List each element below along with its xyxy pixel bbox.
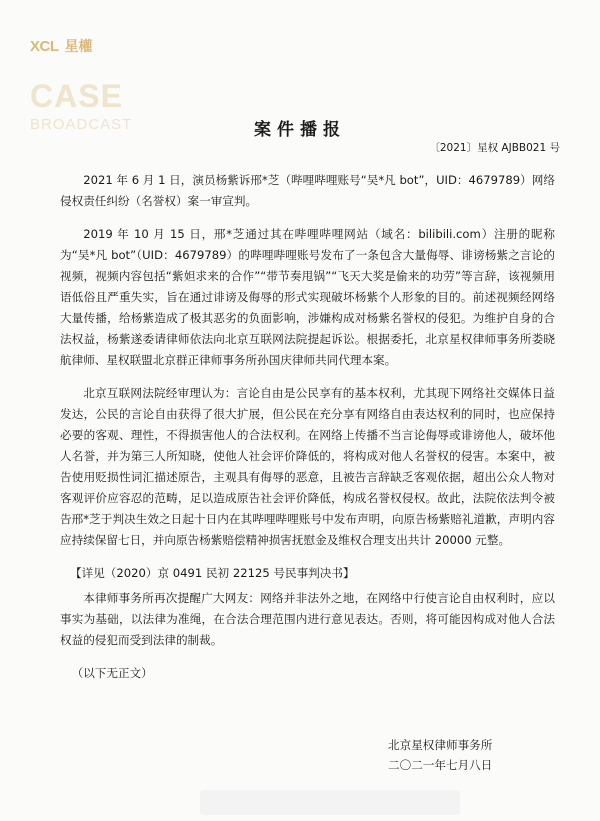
- signature-block: [388, 735, 492, 775]
- company-logo: [30, 36, 93, 56]
- paragraph-intro: 2021 年 6 月 1 日，演员杨紫诉邢*芝（哔哩哔哩账号“吴*凡 bot”，UID：4679789）网络侵权责任纠纷（名誉权）案一审宣判。: [60, 173, 555, 208]
- document-body: [60, 170, 555, 696]
- end-of-text: （以下无正文）: [71, 666, 153, 680]
- paragraph-facts: 2019 年 10 月 15 日，邢*芝通过其在哔哩哔哩网站（域名：bilibili.com）注册的昵称为“吴*凡 bot”（UID：4679789）的哔哩哔哩账号发布了一条包含大量侮辱、诽谤杨紫之言论的视频，视频内容包括“紫妲求来的合作”“带节奏甩锅”“飞天大奖是偷来的功劳”等言辞，该视频用语低俗且严重失实，旨在通过诽谤及侮辱的形式实现破坏杨紫个人形象的目的。前述视频经网络大量传播，给杨紫造成了极其恶劣的负面影响，涉嫌构成对杨紫名誉权的侵犯。为维护自身的合法权益，杨紫遂委请律师依法向北京互联网法院提起诉讼。根据委托，北京星权律师事务所娄晓航律师、星权联盟北京群正律师事务所孙国庆律师共同代理本案。: [60, 227, 555, 367]
- signature-date: 二〇二一年七月八日: [388, 758, 493, 772]
- logo-mark: XCL: [30, 37, 59, 55]
- bottom-shadow: [200, 790, 460, 815]
- watermark-case: CASE: [30, 78, 123, 114]
- judgment-reference: 【详见（2020）京 0491 民初 22125 号民事判决书】: [70, 566, 355, 580]
- paragraph-judgment: 北京互联网法院经审理认为：言论自由是公民享有的基本权利，尤其现下网络社交媒体日益发达，公民的言论自由获得了很大扩展，但公民在充分享有网络自由表达权利的同时，也应保持必要的客观、理性，不得损害他人的合法权利。在网络上传播不当言论侮辱或诽谤他人，破坏他人名誉，并为第三人所知晓，使他人社会评价降低的，将构成对他人名誉权的侵害。本案中，被告使用贬损性词汇描述原告，主观具有侮辱的恶意，且被告言辞缺乏客观依据，超出公众人物对客观评价应容忍的范畴，足以造成原告社会评价降低，构成名誉权侵权。故此，法院依法判令被告邢*芝于判决生效之日起十日内在其哔哩哔哩账号中发布声明，向原告杨紫赔礼道歉，声明内容应持续保留七日，并向原告杨紫赔偿精神损害抚慰金及维权合理支出共计 20000 元整。: [60, 386, 555, 547]
- logo-text: 星權: [64, 39, 93, 55]
- page-title: 案件播报: [254, 120, 346, 140]
- watermark-broadcast: BROADCAST: [30, 116, 133, 133]
- paragraph-reminder: 本律师事务所再次提醒广大网友：网络并非法外之地，在网络中行使言论自由权利时，应以事实为基础，以法律为准绳，在合法合理范围内进行意见表达。否则，将可能因构成对他人合法权益的侵犯而受到法律的制裁。: [60, 591, 555, 647]
- signature-org: 北京星权律师事务所: [388, 738, 493, 752]
- case-number: 〔2021〕星权 AJBB021 号: [429, 142, 560, 154]
